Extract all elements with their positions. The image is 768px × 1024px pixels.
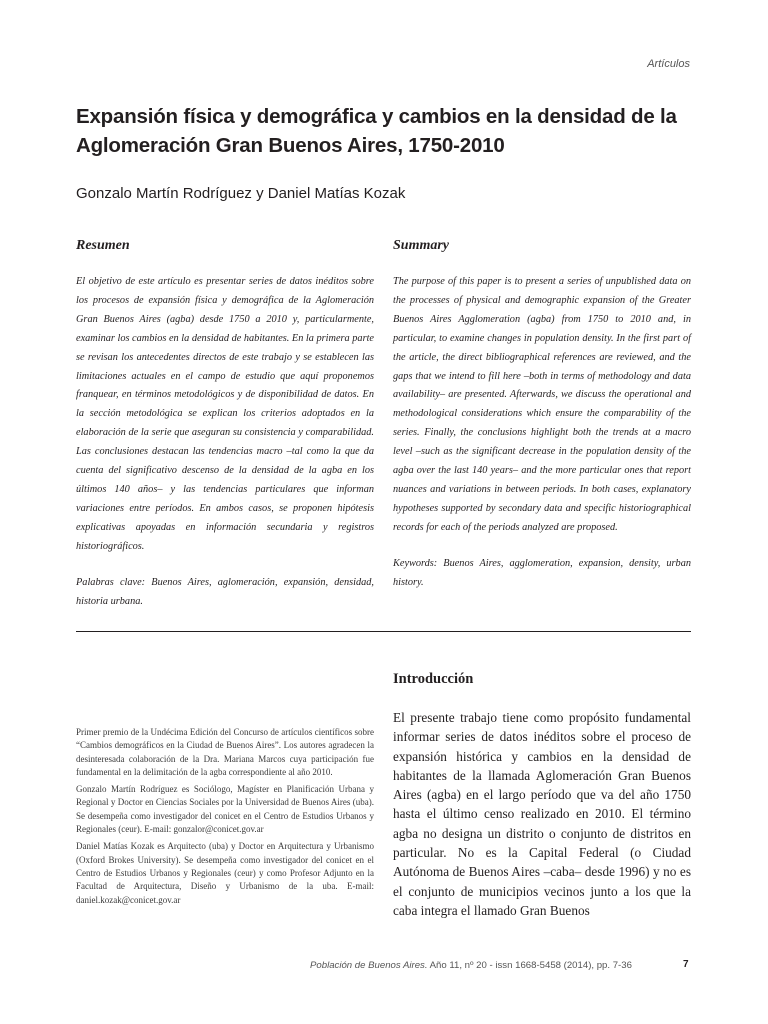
footnote-author-1: Gonzalo Martín Rodríguez es Sociólogo, Magíster en Planificación Urbana y Regional y Doctor en Ciencias Sociales por la Universidad de Buenos Aires (uba). Se desempeña como investigador del conicet en el Centro de Estudios Urbanos y Regionales (ceur). E-mail: gonzalor@conicet.gov.ar [76,784,374,835]
footnote-author-2: Daniel Matías Kozak es Arquitecto (uba) y Doctor en Arquitectura y Urbanismo (Oxford Brokes University). Se desempeña como investigador del conicet en el Centro de Estudios Urbanos y Regionales (ceur) y como Profesor Adjunto en la Facultad de Arquitectura, Diseño y Urbanismo de la uba. E-mail: daniel.kozak@conicet.gov.ar [76,841,374,905]
summary-heading: Summary [393,238,450,253]
article-authors: Gonzalo Martín Rodríguez y Daniel Matías Kozak [76,185,406,202]
section-divider [76,631,691,632]
summary-column [393,238,691,593]
summary-keywords: Keywords: Buenos Aires, agglomeration, expansion, density, urban history. [393,557,691,588]
summary-text: The purpose of this paper is to present a series of unpublished data on the processes of physical and demographic expansion of the Greater Buenos Aires Agglomeration (agba) from 1750 to 2010 and, in particular, to examine changes in population density. In the first part of the article, the direct bibliographical references are reviewed, and the gaps that we intend to fill here –both in terms of methodology and data availability– are presented. Afterwards, we discuss the operational and methodological considerations which ensure the comparability of the series. Finally, the conclusions highlight both the trends at a macro level –such as the significant decrease in the population density of the agba over the last 140 years– and the more particular ones that report nuances and variations in between periods. In both cases, explanatory hypotheses supported by secondary data and specific historiographical records for each of the periods analyzed are proposed. [393,276,691,533]
footnote-award: Primer premio de la Undécima Edición del Concurso de artículos científicos sobre “Cambios demográficos en la Ciudad de Buenos Aires”. Los autores agradecen la desinteresada colaboración de la Dra. Mariana Marcos cuya participación fue fundamental en la delimitación de la agba correspondiente al año 2010. [76,727,374,777]
introduccion-heading: Introducción [393,671,474,687]
resumen-text: El objetivo de este artículo es presentar series de datos inéditos sobre los procesos de expansión física y demográfica de la Aglomeración Gran Buenos Aires (agba) desde 1750 a 2010 y, particularmente, examinar los cambios en la densidad de habitantes. En la primera parte se revisan los antecedentes directos de este trabajo y se establecen las limitaciones actuales en el campo de estudio que aquí proponemos franquear, en términos metodológicos y de disponibilidad de datos. En la sección metodológica se explican los criterios adoptados en la elaboración de la serie que aseguran su consistencia y comparabilidad. Las conclusiones destacan las tendencias macro –tal como la que da cuenta del significativo descenso de la densidad de la agba en los últimos 140 años– y las tendencias particulares que informan variaciones entre períodos. En ambos casos, se proponen hipótesis explicativas apoyadas en información secundaria y registros historiográficos. [76,276,375,552]
journal-name: Población de Buenos Aires. [310,960,428,971]
introduccion-text: El presente trabajo tiene como propósito fundamental informar series de datos inéditos sobre el proceso de expansión histórica y cambios en la densidad de habitantes de la llamada Aglomeración Gran Buenos Aires (agba) en el largo período que va del año 1750 hasta el último censo realizado en 2010. El término agba no designa un distrito o conjunto de distritos en particular. No es la Capital Federal (o Ciudad Autónoma de Buenos Aires –caba– desde 1996) y no es el conjunto de municipios vecinos junto a los que la caba integra el llamado Gran Buenos [393,710,691,918]
resumen-heading: Resumen [76,238,130,253]
journal-issue: Año 11, nº 20 - issn 1668-5458 (2014), pp. 7-36 [429,960,632,971]
section-label: Artículos [647,58,690,70]
article-title: Expansión física y demográfica y cambios en la densidad de la Aglomeración Gran Buenos Aires, 1750-2010 [76,105,677,157]
page-number: 7 [683,959,689,970]
page-footer [310,960,632,971]
footnotes [76,726,374,911]
resumen-column [76,238,374,611]
resumen-keywords: Palabras clave: Buenos Aires, aglomeración, expansión, densidad, historia urbana. [76,576,374,607]
